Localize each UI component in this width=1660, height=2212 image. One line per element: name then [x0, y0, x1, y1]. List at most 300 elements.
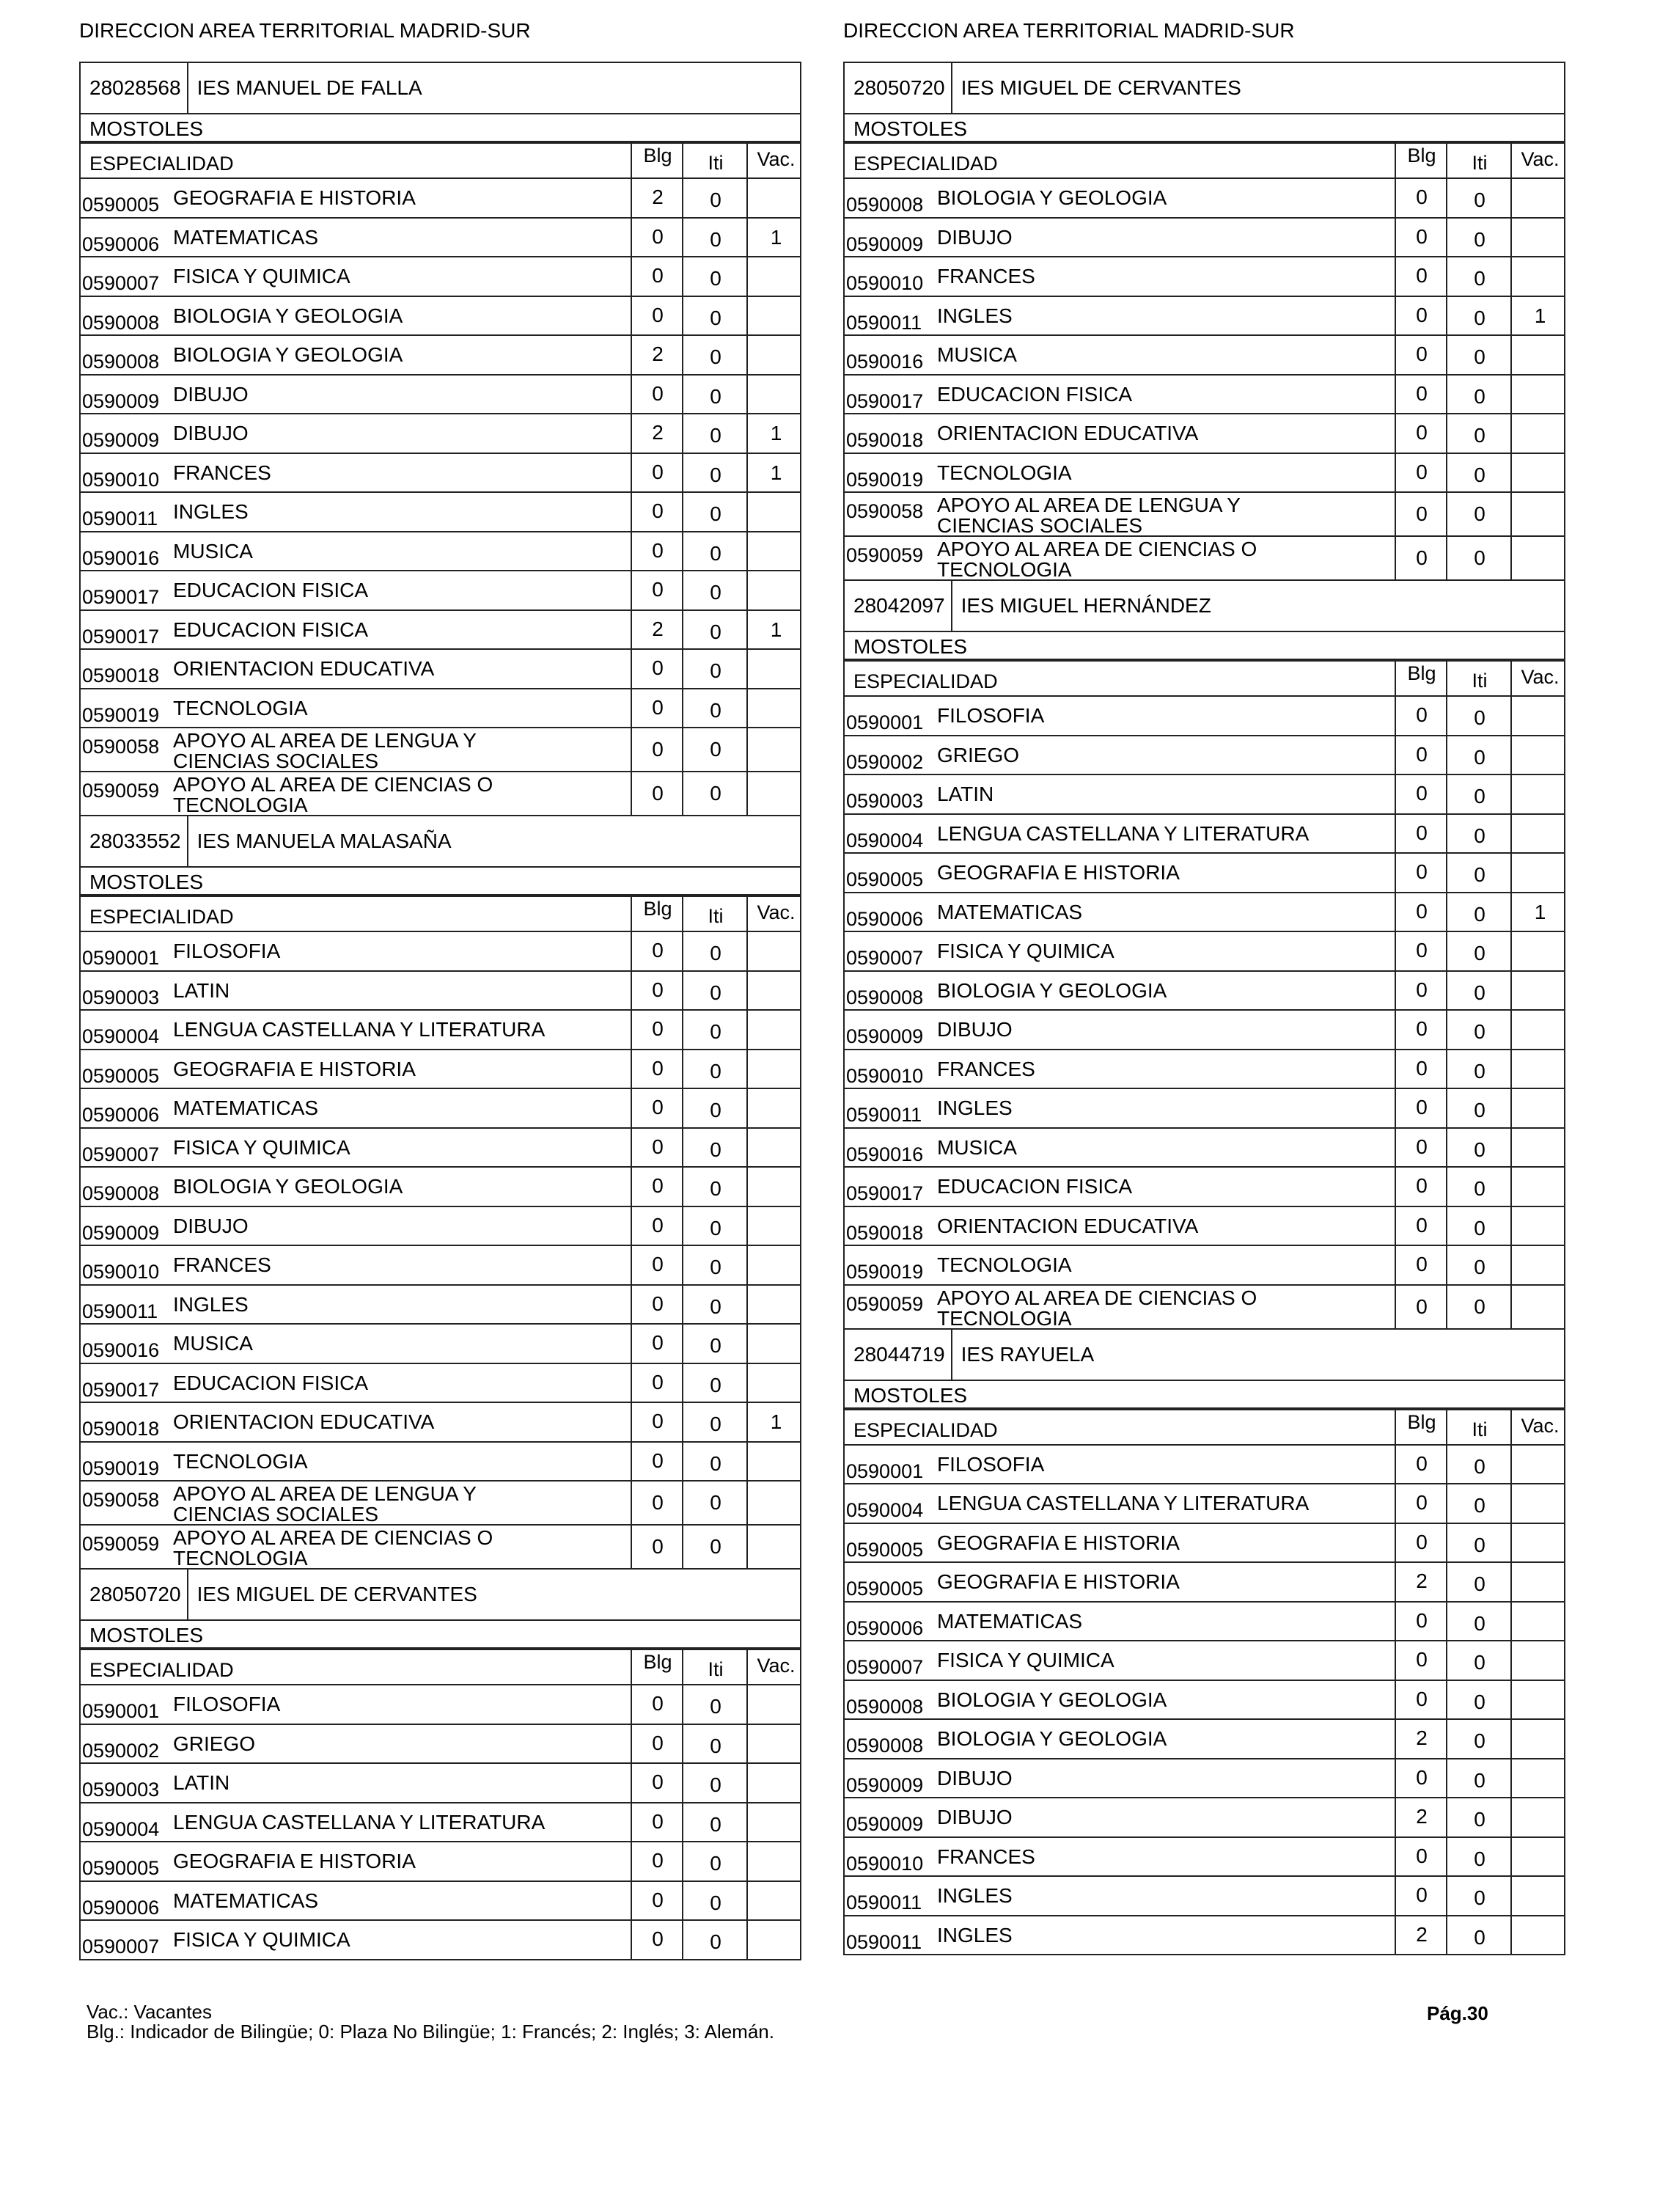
iti-value: 0: [1446, 1916, 1512, 1956]
speciality-code: 0590005: [846, 868, 924, 890]
blg-value: 2: [1395, 1563, 1447, 1603]
table-row: [845, 1207, 1564, 1247]
speciality-code: 0590008: [846, 194, 924, 216]
speciality-code: 0590010: [82, 1261, 160, 1283]
iti-value: 0: [1446, 336, 1512, 376]
speciality-name: BIOLOGIA Y GEOLOGIA: [173, 1175, 403, 1198]
speciality-name: APOYO AL AREA DE LENGUA Y CIENCIAS SOCIALES: [173, 1482, 477, 1526]
vac-value: [746, 1129, 804, 1168]
table-row: [81, 689, 800, 729]
header-vac: Vac.: [746, 144, 804, 177]
table-row: [81, 1207, 800, 1247]
blg-value: 0: [1395, 1168, 1447, 1207]
iti-value: 0: [682, 611, 748, 651]
table-row: [845, 775, 1564, 815]
table-row: [81, 571, 800, 611]
speciality-code: 0590003: [82, 986, 160, 1008]
speciality-name: DIBUJO: [173, 1214, 249, 1237]
school-code: 28044719: [845, 1330, 952, 1380]
speciality-name: ORIENTACION EDUCATIVA: [173, 1410, 435, 1433]
blg-value: 0: [631, 1207, 683, 1247]
speciality-code: 0590019: [846, 1261, 924, 1283]
speciality-name: APOYO AL AREA DE LENGUA Y CIENCIAS SOCIALES: [173, 729, 477, 772]
blg-value: 0: [1395, 1759, 1447, 1799]
footer-legend: [87, 2002, 774, 2042]
table-row: [81, 972, 800, 1011]
iti-value: 0: [682, 1168, 748, 1207]
iti-value: 0: [1446, 376, 1512, 415]
speciality-name: FISICA Y QUIMICA: [937, 940, 1114, 962]
speciality-name: DIBUJO: [173, 382, 249, 406]
iti-value: 0: [1446, 1011, 1512, 1050]
table-row: [81, 728, 800, 772]
table-row: [81, 1803, 800, 1843]
speciality-code: 0590058: [846, 500, 924, 522]
iti-value: 0: [1446, 1720, 1512, 1759]
iti-value: 0: [682, 336, 748, 376]
blg-value: 0: [1395, 1641, 1447, 1681]
vac-value: [1510, 1916, 1568, 1956]
speciality-code: 0590011: [846, 311, 922, 334]
table-header: [845, 662, 1564, 697]
speciality-name: FILOSOFIA: [173, 940, 281, 962]
speciality-code: 0590001: [846, 1460, 924, 1482]
iti-value: 0: [1446, 1446, 1512, 1485]
speciality-code: 0590006: [82, 1896, 160, 1919]
header-vac: Vac.: [1510, 662, 1568, 695]
speciality-name: MUSICA: [937, 1135, 1017, 1159]
table-row: [81, 297, 800, 337]
table-row: [845, 219, 1564, 258]
table-row: [81, 1882, 800, 1922]
table-row: [81, 1286, 800, 1325]
blg-value: 0: [631, 932, 683, 972]
speciality-name: BIOLOGIA Y GEOLOGIA: [937, 186, 1167, 209]
iti-value: 0: [682, 728, 748, 772]
blg-value: 0: [631, 1168, 683, 1207]
blg-value: 0: [1395, 1286, 1447, 1330]
vac-value: [746, 1482, 804, 1526]
school-code: 28050720: [845, 63, 952, 113]
table-row: [845, 1759, 1564, 1799]
blg-value: 0: [1395, 336, 1447, 376]
speciality-code: 0590010: [82, 468, 160, 491]
vac-value: [1510, 1129, 1568, 1168]
vac-value: [1510, 1524, 1568, 1564]
blg-value: 0: [1395, 815, 1447, 854]
table-row: [845, 297, 1564, 337]
vac-value: [1510, 257, 1568, 297]
speciality-code: 0590007: [82, 272, 160, 294]
blg-value: 0: [1395, 1838, 1447, 1878]
iti-value: 0: [682, 1921, 748, 1960]
speciality-code: 0590059: [846, 544, 924, 566]
speciality-name: BIOLOGIA Y GEOLOGIA: [173, 343, 403, 366]
vac-value: [746, 532, 804, 572]
blg-value: 0: [1395, 1050, 1447, 1090]
speciality-code: 0590059: [82, 780, 160, 802]
table-row: [845, 1484, 1564, 1524]
school-header: [81, 816, 800, 868]
speciality-name: FILOSOFIA: [937, 1452, 1045, 1476]
speciality-name: MUSICA: [173, 539, 253, 563]
table-row: [81, 414, 800, 454]
blg-value: 0: [631, 454, 683, 494]
blg-value: 0: [631, 689, 683, 729]
school-block: [79, 62, 801, 816]
vac-value: [1510, 493, 1568, 537]
iti-value: 0: [1446, 1563, 1512, 1603]
table-row: [81, 1725, 800, 1765]
header-blg: Blg: [1395, 1410, 1447, 1444]
table-header: [845, 144, 1564, 179]
table-row: [845, 1446, 1564, 1485]
blg-value: 0: [631, 1921, 683, 1960]
speciality-code: 0590005: [846, 1578, 924, 1600]
iti-value: 0: [1446, 1129, 1512, 1168]
vac-value: 1: [1510, 297, 1568, 337]
speciality-code: 0590006: [846, 907, 924, 930]
speciality-name: GRIEGO: [173, 1732, 256, 1755]
header-iti: Iti: [1446, 662, 1512, 695]
school-name: IES RAYUELA: [961, 1342, 1095, 1366]
speciality-name: FISICA Y QUIMICA: [937, 1649, 1114, 1671]
speciality-name: MATEMATICAS: [937, 1609, 1083, 1633]
speciality-code: 0590002: [846, 750, 924, 773]
vac-value: [1510, 815, 1568, 854]
school-block: [79, 816, 801, 1570]
iti-value: 0: [1446, 854, 1512, 893]
vac-value: [1510, 1011, 1568, 1050]
blg-value: 0: [631, 1089, 683, 1129]
speciality-name: FISICA Y QUIMICA: [173, 265, 350, 288]
iti-value: 0: [682, 1089, 748, 1129]
blg-value: 0: [631, 1842, 683, 1882]
speciality-name: ORIENTACION EDUCATIVA: [937, 1214, 1199, 1237]
table-row: [81, 1129, 800, 1168]
table-row: [81, 336, 800, 376]
header-vac: Vac.: [746, 897, 804, 931]
vac-value: [1510, 1168, 1568, 1207]
table-row: [845, 1838, 1564, 1878]
vac-value: [746, 1764, 804, 1803]
speciality-name: FISICA Y QUIMICA: [173, 1135, 350, 1159]
table-row: [845, 1089, 1564, 1129]
vac-value: [1510, 697, 1568, 736]
speciality-name: APOYO AL AREA DE CIENCIAS O TECNOLOGIA: [937, 1286, 1257, 1330]
speciality-code: 0590007: [846, 947, 924, 969]
table-row: [845, 736, 1564, 776]
blg-value: 0: [1395, 297, 1447, 337]
vac-value: [1510, 1838, 1568, 1878]
table-row: [81, 219, 800, 258]
blg-value: 2: [631, 336, 683, 376]
header-especialidad: ESPECIALIDAD: [89, 1659, 234, 1681]
blg-value: 0: [1395, 1524, 1447, 1564]
table-row: [845, 1246, 1564, 1286]
iti-value: 0: [1446, 815, 1512, 854]
header-iti: Iti: [1446, 1410, 1512, 1444]
speciality-code: 0590018: [82, 664, 160, 686]
iti-value: 0: [682, 1482, 748, 1526]
iti-value: 0: [682, 219, 748, 258]
iti-value: 0: [682, 1129, 748, 1168]
school-header: [81, 63, 800, 114]
speciality-code: 0590009: [82, 429, 160, 451]
speciality-name: FRANCES: [937, 1845, 1035, 1868]
blg-value: 0: [631, 1803, 683, 1843]
iti-value: 0: [1446, 697, 1512, 736]
speciality-name: TECNOLOGIA: [937, 461, 1072, 484]
iti-value: 0: [1446, 736, 1512, 776]
blg-value: 0: [631, 728, 683, 772]
speciality-name: EDUCACION FISICA: [937, 1175, 1133, 1198]
iti-value: 0: [1446, 1838, 1512, 1878]
speciality-code: 0590008: [82, 351, 160, 373]
iti-value: 0: [682, 1050, 748, 1090]
speciality-name: APOYO AL AREA DE CIENCIAS O TECNOLOGIA: [173, 773, 493, 816]
speciality-code: 0590010: [846, 1852, 924, 1875]
iti-value: 0: [682, 493, 748, 532]
speciality-name: BIOLOGIA Y GEOLOGIA: [937, 978, 1167, 1002]
blg-value: 0: [1395, 1246, 1447, 1286]
speciality-name: LENGUA CASTELLANA Y LITERATURA: [173, 1810, 546, 1834]
vac-value: [1510, 1603, 1568, 1642]
speciality-code: 0590009: [846, 232, 924, 255]
speciality-name: FRANCES: [937, 265, 1035, 288]
speciality-name: FRANCES: [937, 1057, 1035, 1080]
vac-value: [1510, 1089, 1568, 1129]
iti-value: 0: [682, 454, 748, 494]
town-name: MOSTOLES: [845, 1381, 1564, 1410]
table-row: [81, 1168, 800, 1207]
header-blg: Blg: [631, 144, 683, 177]
vac-value: 1: [746, 414, 804, 454]
table-row: [845, 1011, 1564, 1050]
table-row: [845, 1916, 1564, 1956]
blg-value: 0: [1395, 1207, 1447, 1247]
speciality-name: EDUCACION FISICA: [173, 1371, 369, 1394]
iti-value: 0: [682, 1286, 748, 1325]
vac-value: [746, 772, 804, 816]
iti-value: 0: [682, 1364, 748, 1404]
speciality-name: TECNOLOGIA: [937, 1253, 1072, 1276]
speciality-code: 0590007: [82, 1143, 160, 1165]
blg-value: 0: [1395, 932, 1447, 972]
vac-value: [746, 1921, 804, 1960]
iti-value: 0: [1446, 1603, 1512, 1642]
vac-value: [1510, 376, 1568, 415]
school-name: IES MIGUEL HERNÁNDEZ: [961, 594, 1211, 617]
speciality-code: 0590009: [82, 1221, 160, 1244]
vac-value: [746, 1803, 804, 1843]
speciality-code: 0590004: [846, 829, 924, 852]
vac-value: [1510, 336, 1568, 376]
speciality-name: TECNOLOGIA: [173, 1449, 308, 1473]
speciality-name: BIOLOGIA Y GEOLOGIA: [173, 304, 403, 327]
speciality-name: INGLES: [937, 1884, 1013, 1907]
header-vac: Vac.: [1510, 1410, 1568, 1444]
blg-value: 2: [1395, 1798, 1447, 1838]
school-code: 28033552: [81, 816, 188, 866]
header-iti: Iti: [1446, 144, 1512, 177]
speciality-code: 0590017: [846, 1182, 924, 1204]
header-iti: Iti: [682, 144, 748, 177]
iti-value: 0: [682, 1526, 748, 1570]
table-row: [845, 414, 1564, 454]
table-row: [845, 1129, 1564, 1168]
speciality-code: 0590019: [846, 468, 924, 491]
header-especialidad: ESPECIALIDAD: [853, 670, 998, 692]
blg-value: 0: [631, 1011, 683, 1050]
speciality-name: INGLES: [937, 1923, 1013, 1947]
iti-value: 0: [682, 1246, 748, 1286]
iti-value: 0: [1446, 414, 1512, 454]
iti-value: 0: [682, 257, 748, 297]
vac-value: [1510, 775, 1568, 815]
iti-value: 0: [1446, 893, 1512, 933]
blg-value: 0: [1395, 1089, 1447, 1129]
table-row: [845, 972, 1564, 1011]
table-row: [845, 493, 1564, 537]
iti-value: 0: [682, 1207, 748, 1247]
vac-value: [746, 1685, 804, 1725]
vac-value: [1510, 1641, 1568, 1681]
blg-value: 0: [1395, 376, 1447, 415]
right-column-body: [843, 62, 1565, 1955]
speciality-code: 0590058: [82, 736, 160, 758]
blg-value: 0: [631, 772, 683, 816]
iti-value: 0: [682, 1882, 748, 1922]
header-vac: Vac.: [1510, 144, 1568, 177]
speciality-code: 0590006: [846, 1616, 924, 1639]
speciality-name: MATEMATICAS: [173, 1889, 319, 1912]
table-header: [845, 1410, 1564, 1446]
left-column-body: [79, 62, 801, 1960]
table-row: [81, 1050, 800, 1090]
school-block: [843, 1330, 1565, 1956]
iti-value: 0: [1446, 1286, 1512, 1330]
iti-value: 0: [1446, 454, 1512, 494]
speciality-code: 0590009: [846, 1813, 924, 1835]
vac-value: [1510, 414, 1568, 454]
iti-value: 0: [682, 297, 748, 337]
speciality-code: 0590003: [846, 790, 924, 812]
speciality-code: 0590018: [82, 1418, 160, 1440]
iti-value: 0: [1446, 1759, 1512, 1799]
blg-value: 0: [631, 1286, 683, 1325]
speciality-code: 0590005: [82, 1857, 160, 1879]
iti-value: 0: [1446, 1484, 1512, 1524]
speciality-name: LENGUA CASTELLANA Y LITERATURA: [173, 1018, 546, 1041]
speciality-name: GEOGRAFIA E HISTORIA: [937, 1531, 1180, 1554]
speciality-name: EDUCACION FISICA: [937, 382, 1133, 406]
table-row: [81, 1842, 800, 1882]
school-header: [845, 63, 1564, 114]
vac-value: [746, 1526, 804, 1570]
speciality-name: GRIEGO: [937, 743, 1020, 766]
table-header: [81, 897, 800, 932]
school-block: [843, 62, 1565, 581]
school-name: IES MIGUEL DE CERVANTES: [961, 76, 1241, 99]
table-row: [81, 650, 800, 689]
blg-value: 2: [1395, 1916, 1447, 1956]
iti-value: 0: [682, 1325, 748, 1364]
speciality-name: LENGUA CASTELLANA Y LITERATURA: [937, 821, 1310, 845]
vac-value: [1510, 1681, 1568, 1721]
speciality-name: MATEMATICAS: [173, 1096, 319, 1119]
speciality-name: MUSICA: [173, 1332, 253, 1355]
speciality-code: 0590011: [82, 508, 158, 530]
blg-value: 0: [1395, 1877, 1447, 1916]
blg-value: 0: [631, 493, 683, 532]
vac-value: [746, 257, 804, 297]
blg-value: 0: [631, 1725, 683, 1765]
blg-value: 0: [631, 1685, 683, 1725]
speciality-code: 0590002: [82, 1739, 160, 1762]
blg-value: 0: [1395, 736, 1447, 776]
school-block: [79, 1570, 801, 1960]
school-name: IES MANUEL DE FALLA: [197, 76, 422, 99]
speciality-name: MATEMATICAS: [173, 225, 319, 249]
header-blg: Blg: [1395, 662, 1447, 695]
blg-value: 0: [631, 1246, 683, 1286]
school-name: IES MIGUEL DE CERVANTES: [197, 1583, 477, 1605]
page-number: Pág.30: [1427, 2002, 1488, 2024]
vac-value: [746, 179, 804, 219]
blg-value: 0: [631, 1129, 683, 1168]
speciality-name: INGLES: [173, 500, 249, 523]
page-header-right: DIRECCION AREA TERRITORIAL MADRID-SUR: [843, 19, 1295, 42]
speciality-code: 0590010: [846, 272, 924, 294]
iti-value: 0: [1446, 1798, 1512, 1838]
table-row: [81, 1443, 800, 1482]
blg-value: 0: [1395, 219, 1447, 258]
speciality-code: 0590008: [82, 1182, 160, 1204]
vac-value: [746, 1842, 804, 1882]
vac-value: [746, 376, 804, 415]
blg-value: 0: [631, 1882, 683, 1922]
table-row: [81, 532, 800, 572]
header-blg: Blg: [1395, 144, 1447, 177]
school-header: [845, 581, 1564, 632]
speciality-name: EDUCACION FISICA: [173, 618, 369, 641]
vac-value: [1510, 1877, 1568, 1916]
speciality-code: 0590008: [846, 1695, 924, 1718]
speciality-name: FISICA Y QUIMICA: [173, 1928, 350, 1951]
blg-value: 0: [1395, 972, 1447, 1011]
table-row: [81, 454, 800, 494]
speciality-code: 0590011: [82, 1300, 158, 1322]
speciality-code: 0590009: [846, 1773, 924, 1796]
speciality-name: GEOGRAFIA E HISTORIA: [937, 861, 1180, 884]
blg-value: 0: [1395, 697, 1447, 736]
blg-value: 0: [1395, 1446, 1447, 1485]
blg-value: 0: [631, 1050, 683, 1090]
speciality-code: 0590017: [82, 1378, 160, 1401]
blg-value: 0: [1395, 775, 1447, 815]
speciality-code: 0590016: [82, 1339, 160, 1361]
page-header-left: DIRECCION AREA TERRITORIAL MADRID-SUR: [79, 19, 531, 42]
table-header: [81, 1650, 800, 1685]
table-row: [845, 697, 1564, 736]
header-blg: Blg: [631, 897, 683, 931]
blg-value: 2: [1395, 1720, 1447, 1759]
iti-value: 0: [1446, 219, 1512, 258]
table-row: [845, 815, 1564, 854]
iti-value: 0: [1446, 1089, 1512, 1129]
iti-value: 0: [1446, 972, 1512, 1011]
